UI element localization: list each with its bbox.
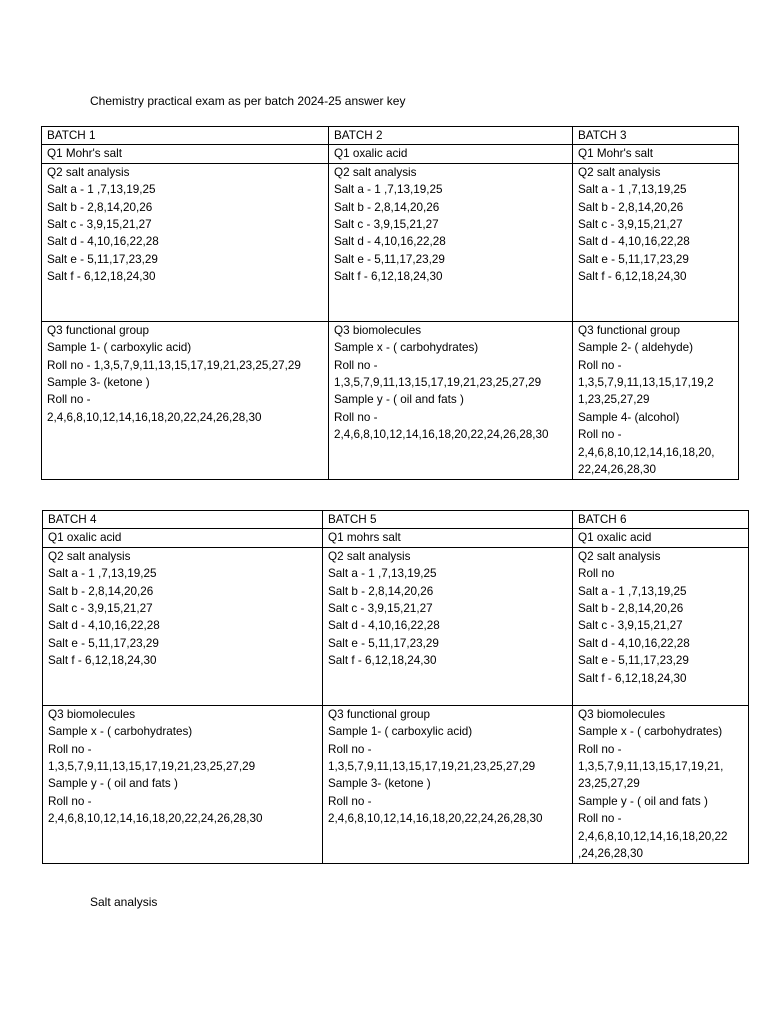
cell-line: Q2 salt analysis (47, 165, 130, 179)
cell-line: Salt e - 5,11,17,23,29 (48, 636, 159, 650)
q2-cell (329, 163, 573, 321)
batch-header-row (43, 511, 749, 529)
batch-header-cell: BATCH 6 (573, 511, 749, 529)
cell-line: Salt d - 4,10,16,22,28 (48, 619, 160, 633)
cell-line: Sample y - ( oil and fats ) (578, 794, 708, 808)
cell-line: Sample x - ( carbohydrates) (334, 341, 479, 355)
q3-cell (42, 321, 329, 479)
q3-row (43, 705, 749, 863)
q3-cell (573, 705, 749, 863)
batch-table-1 (41, 126, 739, 480)
cell-line: Roll no - (328, 794, 372, 808)
cell-line: 1,3,5,7,9,11,13,15,17,19,21,23,25,27,29 (334, 376, 542, 390)
cell-line: Salt b - 2,8,14,20,26 (578, 602, 684, 616)
page-title: Chemistry practical exam as per batch 2024-25 answer key (90, 94, 406, 108)
cell-line: Salt f - 6,12,18,24,30 (47, 270, 156, 284)
cell-line: Salt c - 3,9,15,21,27 (578, 619, 683, 633)
cell-line: Salt e - 5,11,17,23,29 (578, 252, 689, 266)
cell-line: Q3 biomolecules (578, 707, 666, 721)
q3-cell (329, 321, 573, 479)
cell-line: Roll no - (48, 794, 92, 808)
cell-line: ,24,26,28,30 (578, 847, 643, 861)
cell-line: Sample 3- (ketone ) (328, 777, 431, 791)
cell-line: 1,3,5,7,9,11,13,15,17,19,21,23,25,27,29 (48, 760, 256, 774)
cell-line: Salt b - 2,8,14,20,26 (334, 200, 440, 214)
cell-line: Q3 functional group (47, 323, 150, 337)
cell-line: Salt a - 1 ,7,13,19,25 (334, 183, 443, 197)
cell-line: Salt c - 3,9,15,21,27 (328, 602, 433, 616)
cell-line: Q3 functional group (578, 323, 681, 337)
q1-cell: Q1 Mohr's salt (42, 145, 329, 163)
cell-line: Roll no - (578, 428, 622, 442)
cell-line: 1,3,5,7,9,11,13,15,17,19,2 (578, 376, 714, 390)
cell-line: Q3 functional group (328, 707, 431, 721)
cell-line: Salt d - 4,10,16,22,28 (578, 235, 690, 249)
q1-cell: Q1 Mohr's salt (573, 145, 739, 163)
cell-line: Roll no (578, 567, 615, 581)
batch-header-cell: BATCH 1 (42, 127, 329, 145)
batch-header-cell: BATCH 5 (323, 511, 573, 529)
section-heading: Salt analysis (90, 895, 158, 909)
q1-cell: Q1 oxalic acid (43, 529, 323, 547)
q1-row (43, 529, 749, 547)
q3-row (42, 321, 739, 479)
cell-line: Sample 2- ( aldehyde) (578, 341, 693, 355)
batch-header-cell: BATCH 3 (573, 127, 739, 145)
cell-line: Salt f - 6,12,18,24,30 (578, 671, 687, 685)
cell-line: Sample y - ( oil and fats ) (48, 777, 178, 791)
cell-line: Roll no - (47, 393, 91, 407)
q1-cell: Q1 oxalic acid (573, 529, 749, 547)
cell-line: Salt d - 4,10,16,22,28 (578, 636, 690, 650)
q2-cell (573, 547, 749, 705)
cell-line: Q3 biomolecules (48, 707, 136, 721)
cell-line: Roll no - (48, 742, 92, 756)
cell-line: Salt d - 4,10,16,22,28 (47, 235, 159, 249)
cell-line: Salt a - 1 ,7,13,19,25 (47, 183, 156, 197)
cell-line: Sample 1- ( carboxylic acid) (47, 341, 192, 355)
q1-cell: Q1 oxalic acid (329, 145, 573, 163)
cell-line: Q2 salt analysis (578, 165, 661, 179)
q2-row (43, 547, 749, 705)
cell-line: Roll no - 1,3,5,7,9,11,13,15,17,19,21,23,25,27,29 (47, 358, 301, 372)
cell-line: Salt b - 2,8,14,20,26 (48, 584, 154, 598)
batch-header-cell: BATCH 4 (43, 511, 323, 529)
cell-line: Sample 4- (alcohol) (578, 410, 680, 424)
cell-line: 1,3,5,7,9,11,13,15,17,19,21,23,25,27,29 (328, 760, 536, 774)
cell-line: Salt f - 6,12,18,24,30 (578, 270, 687, 284)
cell-line: Salt b - 2,8,14,20,26 (47, 200, 153, 214)
cell-line: Salt e - 5,11,17,23,29 (328, 636, 439, 650)
cell-line: Salt d - 4,10,16,22,28 (334, 235, 446, 249)
cell-line: Salt c - 3,9,15,21,27 (47, 218, 152, 232)
cell-line: Roll no - (328, 742, 372, 756)
cell-line: Salt a - 1 ,7,13,19,25 (48, 567, 157, 581)
cell-line: Q2 salt analysis (578, 549, 661, 563)
cell-line: Q2 salt analysis (48, 549, 131, 563)
batch-header-cell: BATCH 2 (329, 127, 573, 145)
cell-line: Salt a - 1 ,7,13,19,25 (578, 584, 687, 598)
q2-cell (573, 163, 739, 321)
q3-cell (43, 705, 323, 863)
cell-line: 22,24,26,28,30 (578, 463, 656, 477)
q2-row (42, 163, 739, 321)
cell-line: 1,3,5,7,9,11,13,15,17,19,21, (578, 760, 724, 774)
cell-line: Salt a - 1 ,7,13,19,25 (578, 183, 687, 197)
cell-line: 1,23,25,27,29 (578, 393, 650, 407)
cell-line: Salt e - 5,11,17,23,29 (578, 654, 689, 668)
q1-row (42, 145, 739, 163)
cell-line: Q2 salt analysis (328, 549, 411, 563)
cell-line: 2,4,6,8,10,12,14,16,18,20,22,24,26,28,30 (47, 410, 262, 424)
cell-line: Sample x - ( carbohydrates) (578, 725, 723, 739)
cell-line: Salt f - 6,12,18,24,30 (48, 654, 157, 668)
cell-line: 2,4,6,8,10,12,14,16,18,20,22,24,26,28,30 (334, 428, 549, 442)
q3-cell (573, 321, 739, 479)
cell-line: Roll no - (578, 742, 622, 756)
cell-line: Salt b - 2,8,14,20,26 (328, 584, 434, 598)
batch-header-row (42, 127, 739, 145)
cell-line: Salt f - 6,12,18,24,30 (334, 270, 443, 284)
cell-line: Salt c - 3,9,15,21,27 (48, 602, 153, 616)
cell-line: 2,4,6,8,10,12,14,16,18,20, (578, 445, 715, 459)
cell-line: Salt d - 4,10,16,22,28 (328, 619, 440, 633)
cell-line: Roll no - (578, 812, 622, 826)
cell-line: Salt c - 3,9,15,21,27 (334, 218, 439, 232)
cell-line: Sample x - ( carbohydrates) (48, 725, 193, 739)
q2-cell (43, 547, 323, 705)
cell-line: Salt e - 5,11,17,23,29 (47, 252, 158, 266)
q3-cell (323, 705, 573, 863)
cell-line: Salt e - 5,11,17,23,29 (334, 252, 445, 266)
cell-line: Q2 salt analysis (334, 165, 417, 179)
cell-line: Roll no - (334, 410, 378, 424)
cell-line: Salt b - 2,8,14,20,26 (578, 200, 684, 214)
cell-line: 23,25,27,29 (578, 777, 640, 791)
cell-line: Salt f - 6,12,18,24,30 (328, 654, 437, 668)
cell-line: 2,4,6,8,10,12,14,16,18,20,22,24,26,28,30 (48, 812, 263, 826)
q1-cell: Q1 mohrs salt (323, 529, 573, 547)
cell-line: Sample 3- (ketone ) (47, 376, 150, 390)
batch-table-2 (42, 510, 749, 864)
cell-line: Roll no - (334, 358, 378, 372)
cell-line: Roll no - (578, 358, 622, 372)
q2-cell (323, 547, 573, 705)
cell-line: 2,4,6,8,10,12,14,16,18,20,22,24,26,28,30 (328, 812, 543, 826)
cell-line: Salt c - 3,9,15,21,27 (578, 218, 683, 232)
cell-line: Salt a - 1 ,7,13,19,25 (328, 567, 437, 581)
cell-line: Sample y - ( oil and fats ) (334, 393, 464, 407)
cell-line: Q3 biomolecules (334, 323, 422, 337)
cell-line: Sample 1- ( carboxylic acid) (328, 725, 473, 739)
q2-cell (42, 163, 329, 321)
cell-line: 2,4,6,8,10,12,14,16,18,20,22 (578, 829, 728, 843)
